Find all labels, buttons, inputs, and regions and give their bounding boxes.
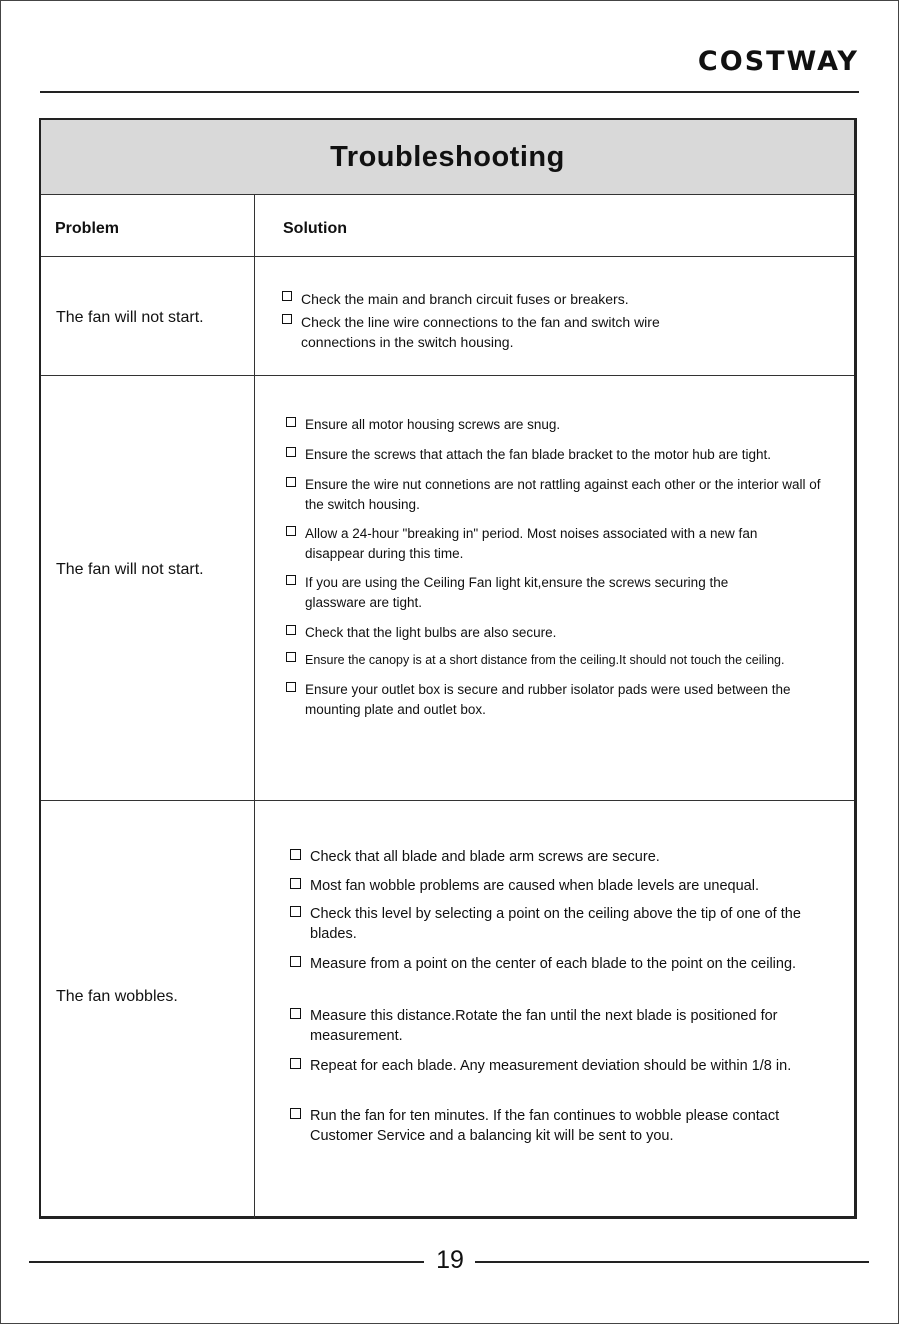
solution-item: Ensure all motor housing screws are snug. [286, 415, 846, 435]
checkbox-square-icon [286, 526, 296, 536]
checkbox-square-icon [286, 447, 296, 457]
column-divider [254, 194, 255, 1218]
solution-item: If you are using the Ceiling Fan light kit,ensure the screws securing the glassware are tight. [286, 573, 786, 613]
solution-column-header: Solution [283, 220, 347, 237]
problem-cell: The fan will not start. [56, 309, 204, 326]
problem-cell: The fan wobbles. [56, 988, 178, 1005]
brand-logo: COSTWAY [697, 46, 859, 77]
problem-column-header: Problem [55, 220, 120, 237]
solution-item: Check this level by selecting a point on the ceiling above the tip of one of the blades. [290, 904, 835, 944]
checkbox-square-icon [286, 682, 296, 692]
row-divider [41, 375, 854, 376]
checkbox-square-icon [290, 956, 301, 967]
checkbox-square-icon [282, 291, 292, 301]
solution-item: Allow a 24-hour "breaking in" period. Most noises associated with a new fan disappear during this time. [286, 524, 816, 564]
checkbox-square-icon [290, 849, 301, 860]
problem-cell: The fan will not start. [56, 561, 204, 578]
checkbox-square-icon [290, 1058, 301, 1069]
solution-item: Run the fan for ten minutes. If the fan continues to wobble please contact Customer Service and a balancing kit will be sent to you. [290, 1106, 835, 1146]
checkbox-square-icon [290, 906, 301, 917]
solution-item: Measure from a point on the center of each blade to the point on the ceiling. [290, 954, 825, 974]
solution-item: Check the main and branch circuit fuses or breakers. [282, 289, 822, 309]
row-divider [41, 256, 854, 257]
solution-item: Measure this distance.Rotate the fan until the next blade is positioned for measurement. [290, 1006, 830, 1046]
solution-item: Most fan wobble problems are caused when blade levels are unequal. [290, 876, 835, 896]
solution-item: Repeat for each blade. Any measurement deviation should be within 1/8 in. [290, 1056, 825, 1076]
table-title: Troubleshooting [41, 120, 854, 195]
checkbox-square-icon [290, 878, 301, 889]
solution-item: Ensure the canopy is at a short distance from the ceiling.It should not touch the ceiling. [286, 650, 846, 670]
solution-item: Ensure the screws that attach the fan blade bracket to the motor hub are tight. [286, 445, 846, 465]
footer-rule-right [475, 1261, 869, 1263]
checkbox-square-icon [286, 417, 296, 427]
checkbox-square-icon [286, 477, 296, 487]
checkbox-square-icon [286, 652, 296, 662]
checkbox-square-icon [286, 575, 296, 585]
page-number: 19 [436, 1246, 464, 1274]
troubleshooting-table [39, 118, 857, 1219]
checkbox-square-icon [290, 1008, 301, 1019]
solution-item: Check the line wire connections to the fan and switch wire connections in the switch housing. [282, 312, 682, 352]
header-rule [40, 91, 859, 93]
solution-item: Ensure the wire nut connetions are not rattling against each other or the interior wall of the switch housing. [286, 475, 836, 515]
solution-item: Check that the light bulbs are also secure. [286, 623, 826, 643]
row-divider [41, 800, 854, 801]
checkbox-square-icon [282, 314, 292, 324]
checkbox-square-icon [290, 1108, 301, 1119]
footer-rule-left [29, 1261, 424, 1263]
solution-item: Check that all blade and blade arm screws are secure. [290, 847, 835, 867]
checkbox-square-icon [286, 625, 296, 635]
solution-item: Ensure your outlet box is secure and rubber isolator pads were used between the mounting plate and outlet box. [286, 680, 826, 720]
